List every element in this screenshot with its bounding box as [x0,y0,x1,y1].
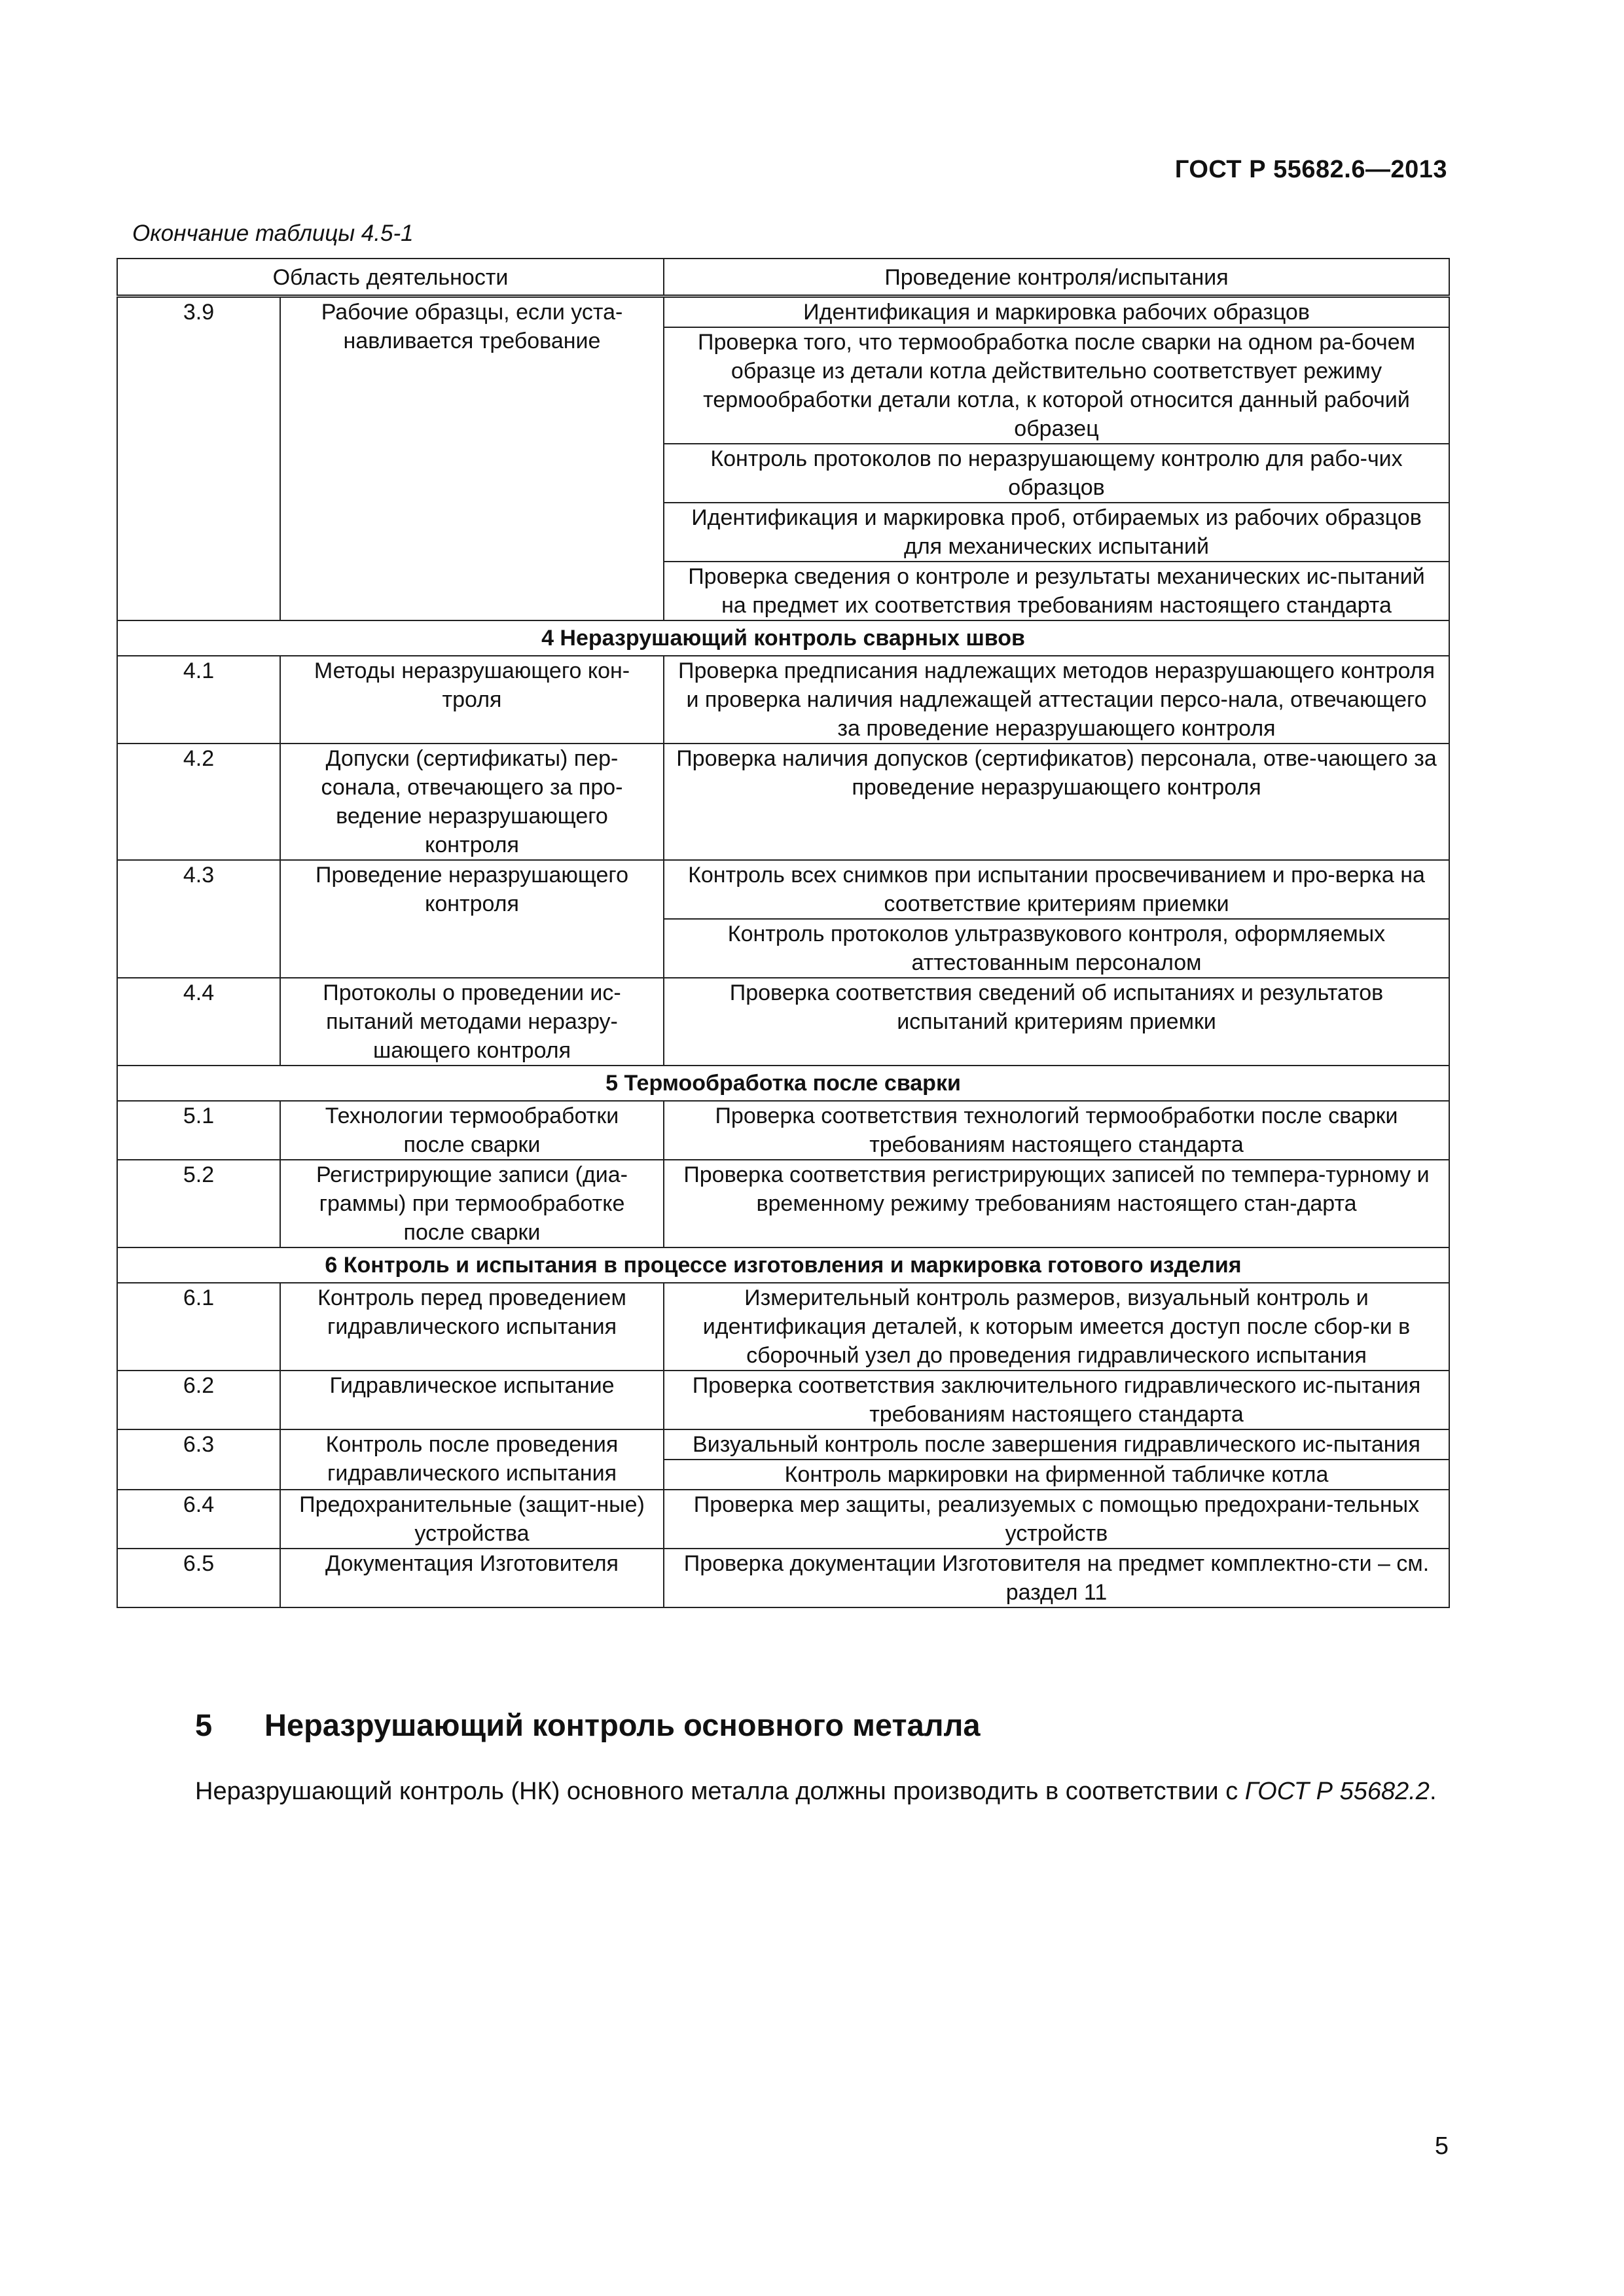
row-activity: Контроль перед проведением гидравлического испытания [280,1283,664,1371]
section-heading-4: 4 Неразрушающий контроль сварных швов [117,620,1449,656]
table-header-row [117,259,1449,296]
row-number: 3.9 [117,296,280,621]
row-check: Проверка соответствия заключительного гидравлического ис-пытания требованиям настоящего стандарта [664,1371,1449,1429]
row-activity: Проведение неразрушающего контроля [280,860,664,978]
row-check: Проверка того, что термообработка после сварки на одном ра-бочем образце из детали котла действительно соответствует режиму термообработки детали котла, к которой относится данный рабочий образец [664,327,1449,444]
paragraph-text: Неразрушающий контроль (НК) основного металла должны производить в соответствии с [195,1778,1238,1805]
row-check: Проверка соответствия технологий термообработки после сварки требованиям настоящего стандарта [664,1101,1449,1160]
row-number: 4.1 [117,656,280,744]
row-check: Проверка наличия допусков (сертификатов) персонала, отве-чающего за проведение неразрушающего контроля [664,744,1449,860]
row-number: 6.4 [117,1490,280,1549]
row-activity: Технологии термообработки после сварки [280,1101,664,1160]
inspection-table [117,258,1450,1608]
row-check: Проверка сведения о контроле и результаты механических ис-пытаний на предмет их соответствия требованиям настоящего стандарта [664,562,1449,620]
row-number: 4.4 [117,978,280,1066]
section-heading-5: 5 Термообработка после сварки [117,1066,1449,1101]
table-row [117,1371,1449,1429]
table-row [117,1101,1449,1160]
page-number: 5 [1434,2132,1449,2160]
section-5-number: 5 [195,1708,213,1742]
standard-reference: ГОСТ Р 55682.2 [1244,1778,1430,1805]
paragraph-end: . [1429,1778,1437,1805]
row-number: 5.1 [117,1101,280,1160]
section-row [117,1247,1449,1283]
row-check: Контроль протоколов по неразрушающему контролю для рабо-чих образцов [664,444,1449,503]
row-activity: Рабочие образцы, если уста-навливается требование [280,296,664,621]
header-inspection: Проведение контроля/испытания [664,259,1449,296]
row-number: 6.2 [117,1371,280,1429]
row-number: 4.3 [117,860,280,978]
row-activity: Методы неразрушающего кон-троля [280,656,664,744]
table-row [117,656,1449,744]
table-row [117,1160,1449,1247]
section-heading-6: 6 Контроль и испытания в процессе изготовления и маркировка готового изделия [117,1247,1449,1283]
row-check: Проверка предписания надлежащих методов неразрушающего контроля и проверка наличия надлежащей аттестации персо-нала, отвечающего за проведение неразрушающего контроля [664,656,1449,744]
row-number: 6.3 [117,1429,280,1490]
row-activity: Регистрирующие записи (диа-граммы) при термообработке после сварки [280,1160,664,1247]
row-activity: Предохранительные (защит-ные) устройства [280,1490,664,1549]
section-5-paragraph [117,1774,1449,1809]
row-number: 6.1 [117,1283,280,1371]
table-row [117,296,1449,328]
table-row [117,744,1449,860]
table-row [117,1283,1449,1371]
table-caption: Окончание таблицы 4.5-1 [132,221,414,246]
row-activity: Контроль после проведения гидравлического испытания [280,1429,664,1490]
row-number: 6.5 [117,1549,280,1607]
row-check: Контроль всех снимков при испытании просвечиванием и про-верка на соответствие критериям приемки [664,860,1449,919]
section-row [117,1066,1449,1101]
section-5-title: Неразрушающий контроль основного металла [264,1708,981,1742]
row-check: Контроль протоколов ультразвукового контроля, оформляемых аттестованным персоналом [664,919,1449,978]
table-row [117,978,1449,1066]
header-area: Область деятельности [117,259,664,296]
row-number: 5.2 [117,1160,280,1247]
document-code: ГОСТ Р 55682.6—2013 [1174,156,1447,183]
table-row [117,1549,1449,1607]
row-activity: Гидравлическое испытание [280,1371,664,1429]
row-check: Проверка соответствия сведений об испытаниях и результатов испытаний критериям приемки [664,978,1449,1066]
row-check: Проверка мер защиты, реализуемых с помощью предохрани-тельных устройств [664,1490,1449,1549]
table-row [117,1429,1449,1460]
row-check: Проверка соответствия регистрирующих записей по темпера-турному и временному режиму требованиям настоящего стан-дарта [664,1160,1449,1247]
row-check: Идентификация и маркировка рабочих образцов [664,296,1449,328]
row-check: Измерительный контроль размеров, визуальный контроль и идентификация деталей, к которым имеется доступ после сбор-ки в сборочный узел до проведения гидравлического испытания [664,1283,1449,1371]
row-activity: Протоколы о проведении ис-пытаний методами неразру-шающего контроля [280,978,664,1066]
row-check: Контроль маркировки на фирменной табличке котла [664,1460,1449,1490]
row-check: Идентификация и маркировка проб, отбираемых из рабочих образцов для механических испытаний [664,503,1449,562]
row-check: Визуальный контроль после завершения гидравлического ис-пытания [664,1429,1449,1460]
row-number: 4.2 [117,744,280,860]
row-activity: Допуски (сертификаты) пер-сонала, отвечающего за про-ведение неразрушающего контроля [280,744,664,860]
row-activity: Документация Изготовителя [280,1549,664,1607]
table-row [117,1490,1449,1549]
row-check: Проверка документации Изготовителя на предмет комплектно-сти – см. раздел 11 [664,1549,1449,1607]
table-row [117,860,1449,919]
section-5-heading [195,1707,980,1743]
section-row [117,620,1449,656]
